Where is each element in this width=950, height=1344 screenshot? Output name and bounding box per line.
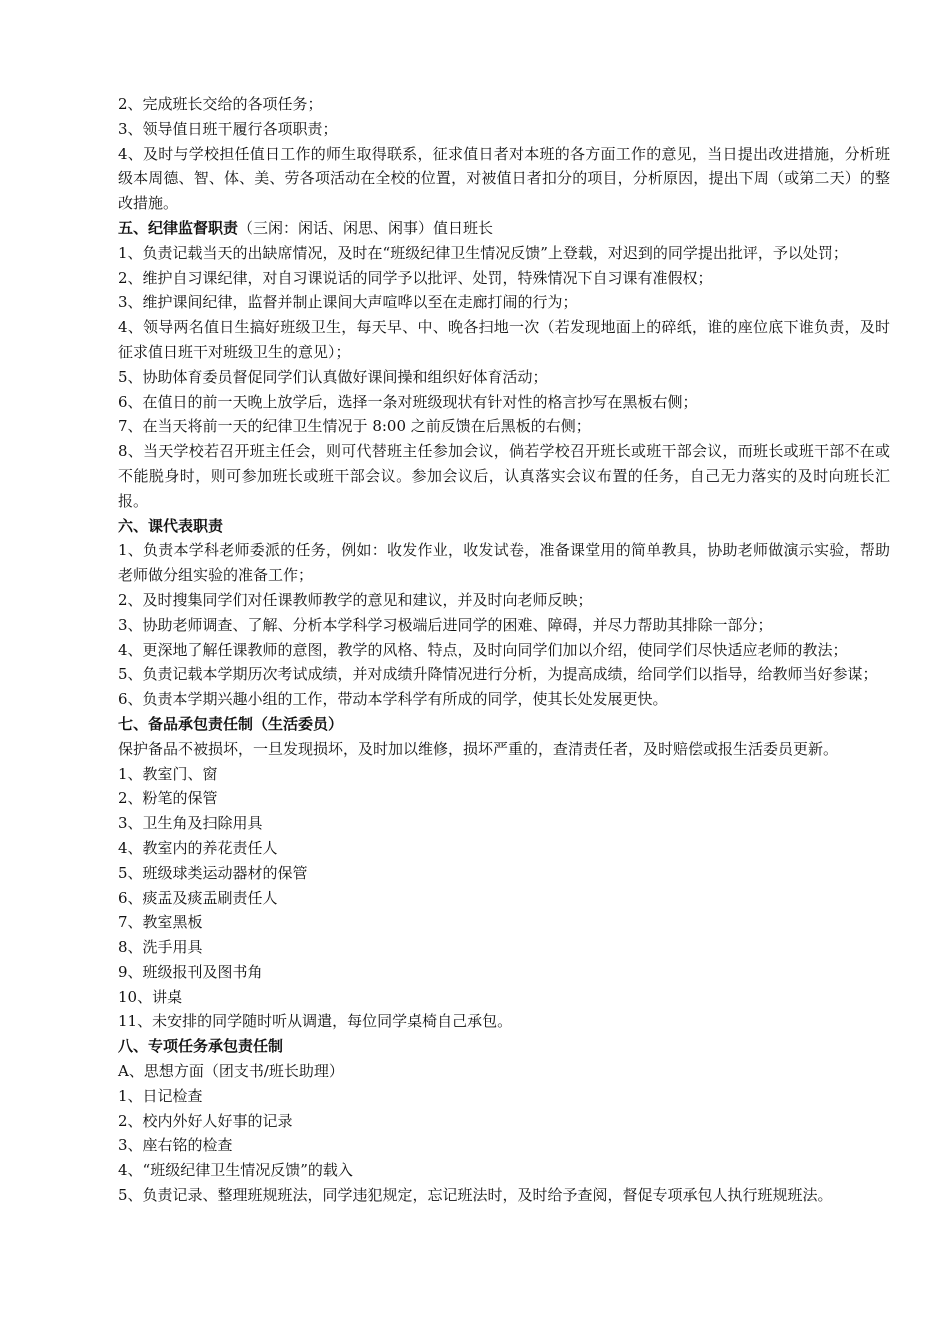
text-line: 5、负责记载本学期历次考试成绩，并对成绩升降情况进行分析，为提高成绩，给同学们以指导，给教师当好参谋； bbox=[118, 665, 878, 684]
list-item: 5、负责记录、整理班规班法，同学违犯规定，忘记班法时，及时给予查阅，督促专项承包人执行班规班法。 bbox=[118, 1186, 833, 1205]
section-heading: 五、纪律监督职责 bbox=[118, 218, 239, 237]
section-heading: 六、课代表职责 bbox=[118, 516, 224, 535]
list-item: 6、痰盂及痰盂刷责任人 bbox=[118, 888, 278, 907]
list-item: 1、日记检查 bbox=[118, 1086, 203, 1105]
section-heading-line bbox=[118, 712, 890, 737]
section-heading-line bbox=[118, 216, 890, 241]
list-item: 5、班级球类运动器材的保管 bbox=[118, 863, 308, 882]
list-item: 8、洗手用具 bbox=[118, 938, 203, 957]
text-line: 4、及时与学校担任值日工作的师生取得联系，征求值日者对本班的各方面工作的意见，当日提出改进措施，分析班级本周德、智、体、美、劳各项活动在全校的位置，对被值日者扣分的项目，分析原因，提出下周（或第二天）的整改措施。 bbox=[118, 144, 890, 213]
list-item: 4、教室内的养花责任人 bbox=[118, 838, 278, 857]
list-item: 10、讲桌 bbox=[118, 987, 183, 1006]
text-line: A、思想方面（团支书/班长助理） bbox=[118, 1062, 344, 1081]
list-item: 4、“班级纪律卫生情况反馈”的载入 bbox=[118, 1161, 353, 1180]
text-line: 3、协助老师调查、了解、分析本学科学习极端后进同学的困难、障碍，并尽力帮助其排除一部分； bbox=[118, 615, 773, 634]
text-line: 3、领导值日班干履行各项职责； bbox=[118, 119, 338, 138]
heading-note: （三闲：闲话、闲思、闲事）值日班长 bbox=[238, 218, 494, 237]
text-line: 保护备品不被损坏，一旦发现损坏，及时加以维修，损坏严重的，查清责任者，及时赔偿或报生活委员更新。 bbox=[118, 739, 839, 758]
list-item: 9、班级报刊及图书角 bbox=[118, 962, 263, 981]
text-line: 1、负责本学科老师委派的任务，例如：收发作业，收发试卷，准备课堂用的简单教具，协助老师做演示实验，帮助老师做分组实验的准备工作； bbox=[118, 541, 890, 585]
text-line: 5、协助体育委员督促同学们认真做好课间操和组织好体育活动； bbox=[118, 367, 548, 386]
text-line: 1、负责记载当天的出缺席情况，及时在“班级纪律卫生情况反馈”上登载，对迟到的同学提出批评，予以处罚； bbox=[118, 243, 848, 262]
text-line: 6、在值日的前一天晚上放学后，选择一条对班级现状有针对性的格言抄写在黑板右侧； bbox=[118, 392, 698, 411]
text-line: 4、更深地了解任课教师的意图，教学的风格、特点，及时向同学们加以介绍，使同学们尽快适应老师的教法； bbox=[118, 640, 848, 659]
list-item: 11、未安排的同学随时听从调遣，每位同学桌椅自己承包。 bbox=[118, 1012, 513, 1031]
text-line: 2、及时搜集同学们对任课教师教学的意见和建议，并及时向老师反映； bbox=[118, 590, 593, 609]
text-line: 4、领导两名值日生搞好班级卫生，每天早、中、晚各扫地一次（若发现地面上的碎纸，谁的座位底下谁负责，及时征求值日班干对班级卫生的意见）； bbox=[118, 318, 890, 361]
list-item: 2、校内外好人好事的记录 bbox=[118, 1111, 293, 1130]
list-item: 3、座右铭的检查 bbox=[118, 1136, 233, 1155]
text-line: 8、当天学校若召开班主任会，则可代替班主任参加会议，倘若学校召开班长或班干部会议，而班长或班干部不在或不能脱身时，则可参加班长或班干部会议。参加会议后，认真落实会议布置的任务，自己无力落实的及时向班长汇报。 bbox=[118, 442, 890, 510]
list-item: 3、卫生角及扫除用具 bbox=[118, 814, 263, 833]
text-line: 6、负责本学期兴趣小组的工作，带动本学科学有所成的同学，使其长处发展更快。 bbox=[118, 690, 668, 709]
text-line: 2、完成班长交给的各项任务； bbox=[118, 95, 323, 113]
list-item: 1、教室门、窗 bbox=[118, 764, 218, 783]
section-heading-line bbox=[118, 1034, 890, 1059]
list-item: 7、教室黑板 bbox=[118, 913, 203, 932]
list-item: 2、粉笔的保管 bbox=[118, 789, 218, 808]
text-line: 7、在当天将前一天的纪律卫生情况于 8:00 之前反馈在后黑板的右侧； bbox=[118, 417, 591, 436]
section-heading: 八、专项任务承包责任制 bbox=[118, 1037, 284, 1056]
text-line: 2、维护自习课纪律，对自习课说话的同学予以批评、处罚，特殊情况下自习课有准假权； bbox=[118, 268, 713, 287]
section-heading: 七、备品承包责任制（生活委员） bbox=[118, 714, 344, 733]
text-line: 3、维护课间纪律，监督并制止课间大声喧哗以至在走廊打闹的行为； bbox=[118, 293, 578, 312]
section-heading-line bbox=[118, 514, 890, 539]
